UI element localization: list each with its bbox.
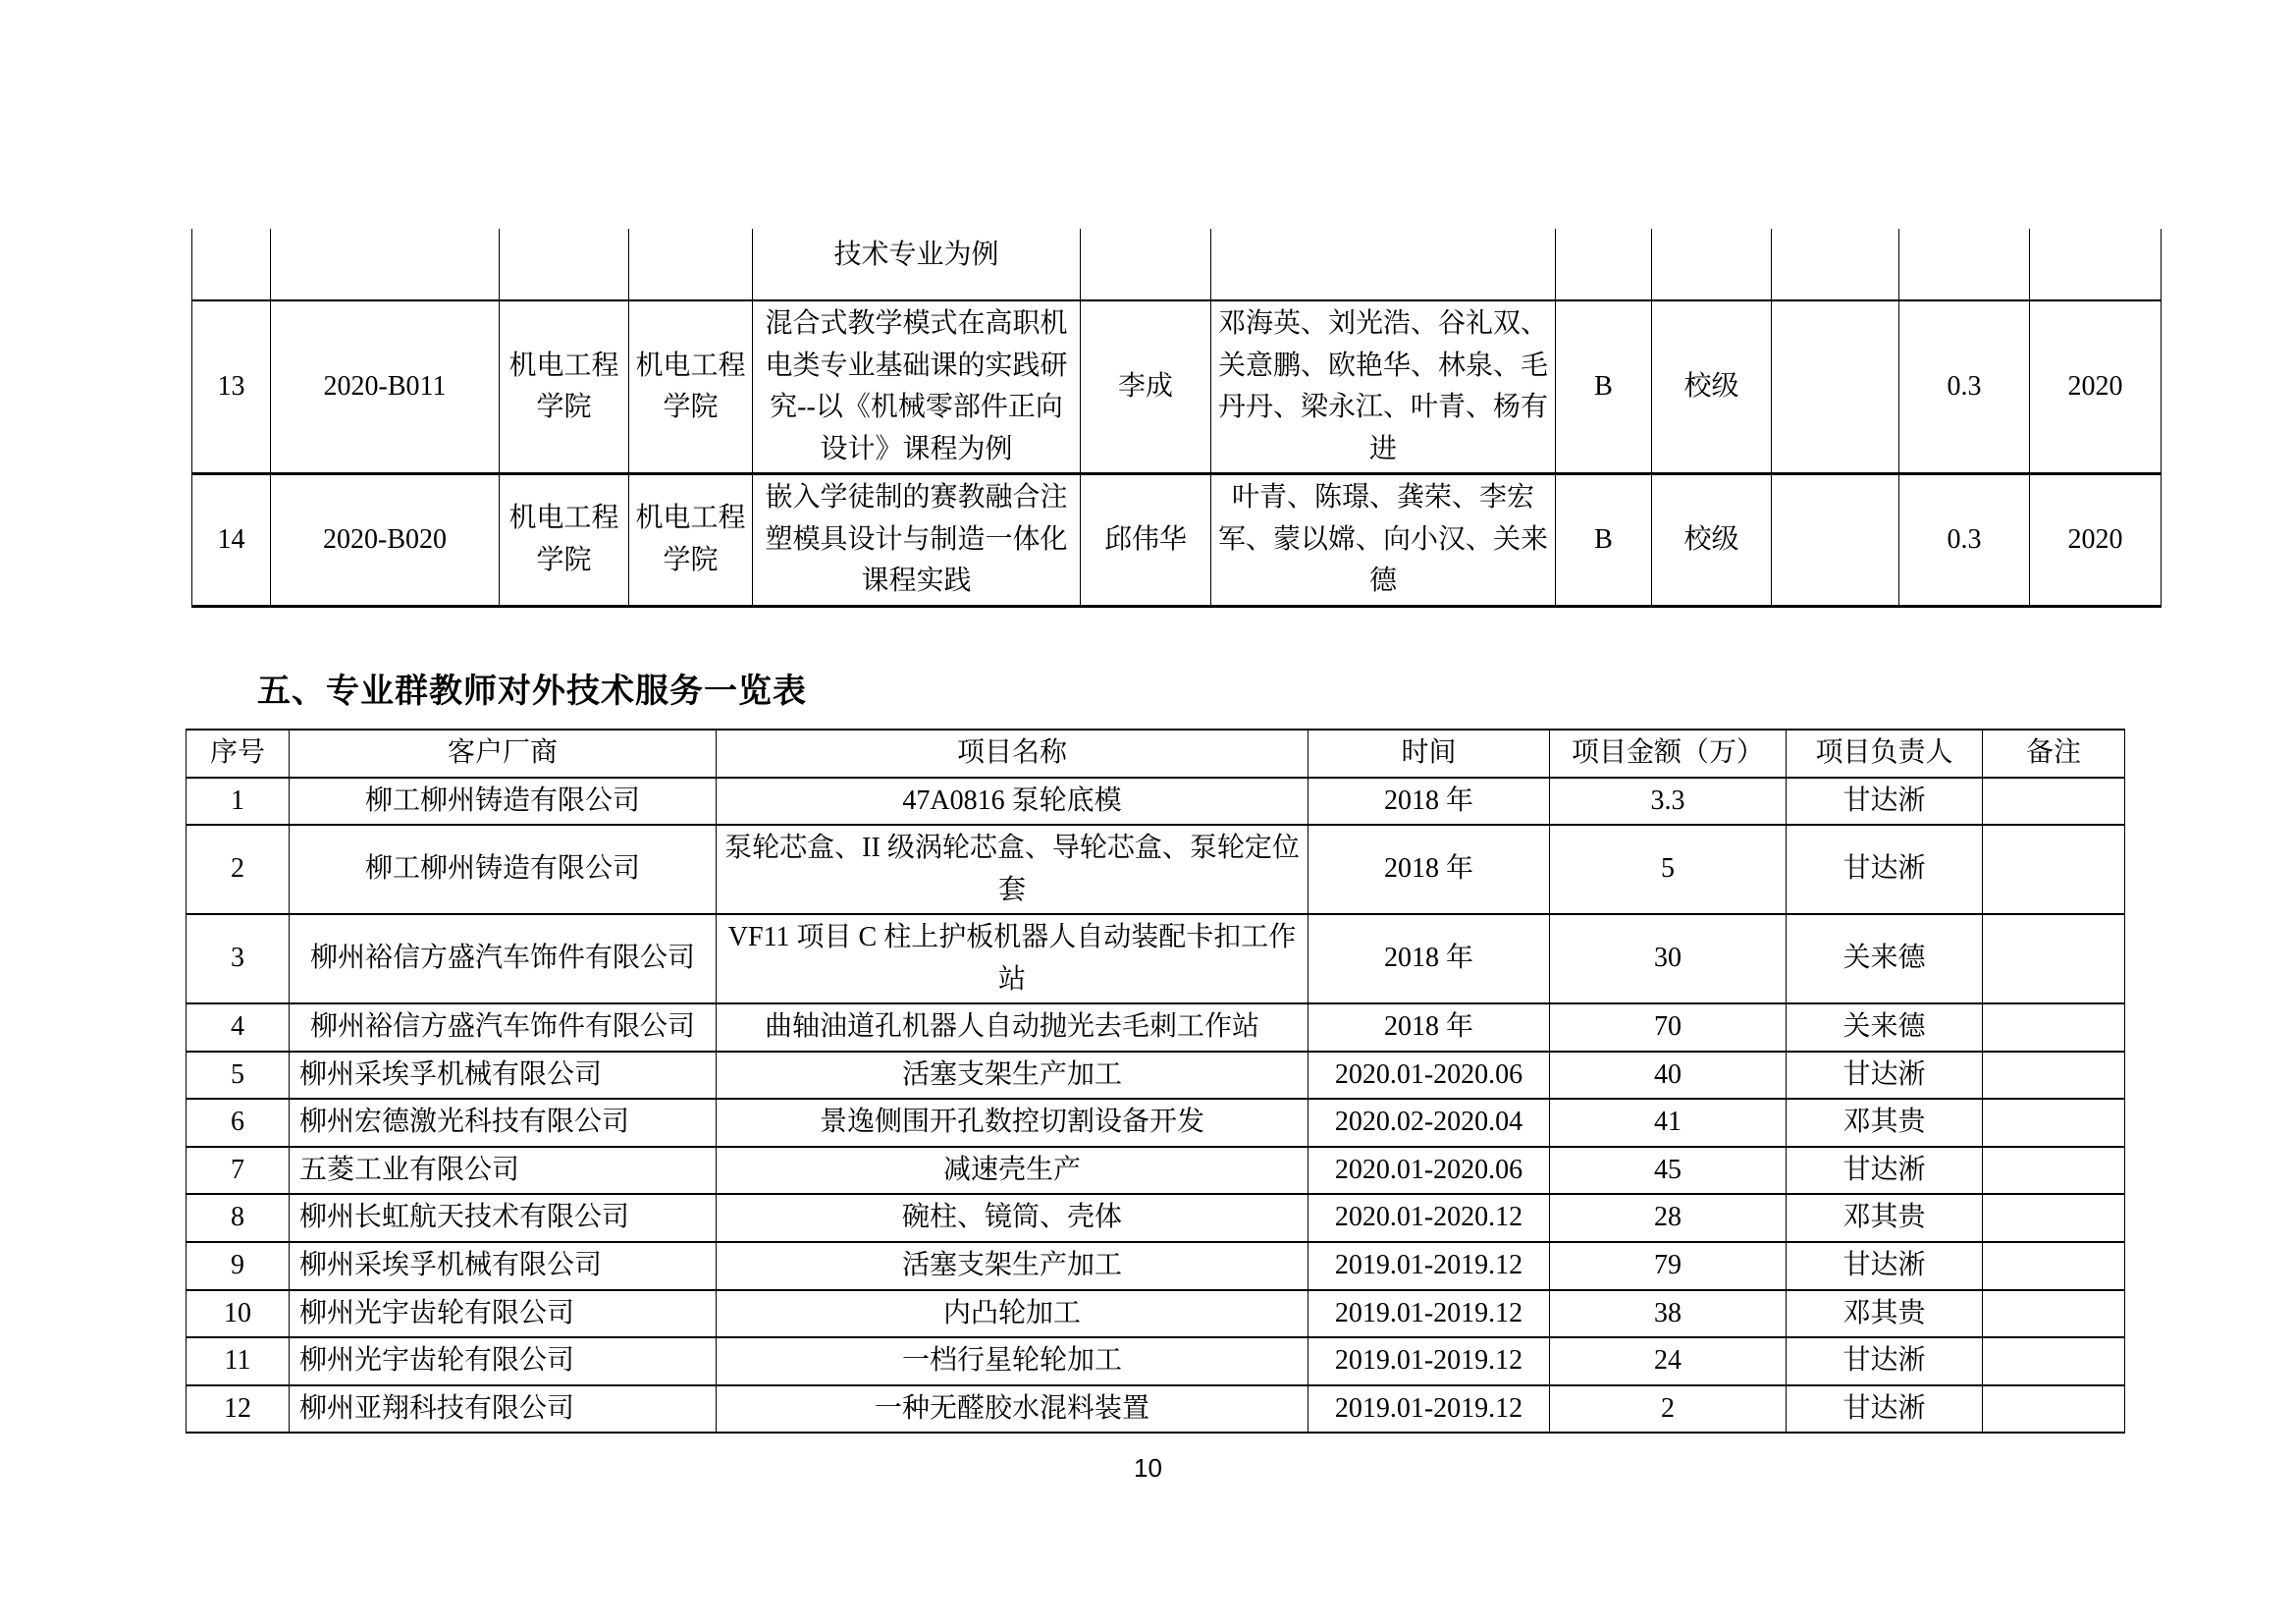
row-index-cell: 11 bbox=[187, 1337, 290, 1385]
college-cell: 机电工程学院 bbox=[629, 300, 753, 474]
client-cell: 柳州裕信方盛汽车饰件有限公司 bbox=[290, 914, 717, 1003]
table-row bbox=[187, 1385, 2125, 1434]
table-cell bbox=[1652, 229, 1772, 300]
level-cell: 校级 bbox=[1652, 300, 1772, 474]
research-projects-table bbox=[191, 229, 2162, 608]
column-header-leader: 项目负责人 bbox=[1787, 730, 1983, 778]
remark-cell bbox=[1983, 1242, 2125, 1290]
amount-cell: 24 bbox=[1550, 1337, 1787, 1385]
time-cell: 2018 年 bbox=[1308, 1003, 1550, 1052]
table-cell bbox=[1556, 229, 1652, 300]
leader-cell: 邱伟华 bbox=[1081, 474, 1211, 607]
row-index-cell: 4 bbox=[187, 1003, 290, 1052]
remark-cell bbox=[1983, 914, 2125, 1003]
column-header-index: 序号 bbox=[187, 730, 290, 778]
column-header-project: 项目名称 bbox=[717, 730, 1308, 778]
time-cell: 2018 年 bbox=[1308, 914, 1550, 1003]
members-cell: 叶青、陈璟、龚荣、李宏军、蒙以嫦、向小汉、关来德 bbox=[1211, 474, 1556, 607]
table-cell bbox=[1772, 229, 1899, 300]
leader-cell: 邓其贵 bbox=[1787, 1194, 1983, 1242]
client-cell: 柳州光宇齿轮有限公司 bbox=[290, 1290, 717, 1338]
table-cell bbox=[2030, 229, 2162, 300]
project-name-cell: 一种无醛胶水混料装置 bbox=[717, 1385, 1308, 1434]
project-name-cell: 一档行星轮轮加工 bbox=[717, 1337, 1308, 1385]
leader-cell: 甘达淅 bbox=[1787, 778, 1983, 826]
time-cell: 2019.01-2019.12 bbox=[1308, 1242, 1550, 1290]
leader-cell: 甘达淅 bbox=[1787, 1242, 1983, 1290]
remark-cell bbox=[1983, 1099, 2125, 1147]
remark-cell bbox=[1983, 778, 2125, 826]
project-code-cell: 2020-B020 bbox=[271, 474, 500, 607]
client-cell: 柳州宏德激光科技有限公司 bbox=[290, 1099, 717, 1147]
grade-cell: B bbox=[1556, 300, 1652, 474]
row-index-cell: 3 bbox=[187, 914, 290, 1003]
table-row bbox=[187, 778, 2125, 826]
funding-cell: 0.3 bbox=[1899, 474, 2030, 607]
time-cell: 2019.01-2019.12 bbox=[1308, 1385, 1550, 1434]
table-cell bbox=[1899, 229, 2030, 300]
project-name-cell: 47A0816 泵轮底模 bbox=[717, 778, 1308, 826]
time-cell: 2019.01-2019.12 bbox=[1308, 1290, 1550, 1338]
amount-cell: 70 bbox=[1550, 1003, 1787, 1052]
table-row bbox=[187, 1242, 2125, 1290]
amount-cell: 2 bbox=[1550, 1385, 1787, 1434]
amount-cell: 38 bbox=[1550, 1290, 1787, 1338]
grade-cell: B bbox=[1556, 474, 1652, 607]
row-index-cell: 14 bbox=[192, 474, 271, 607]
amount-cell: 41 bbox=[1550, 1099, 1787, 1147]
project-title-continuation-cell: 技术专业为例 bbox=[753, 229, 1081, 300]
table-row bbox=[187, 1099, 2125, 1147]
members-cell: 邓海英、刘光浩、谷礼双、关意鹏、欧艳华、林泉、毛丹丹、梁永江、叶青、杨有进 bbox=[1211, 300, 1556, 474]
table-row bbox=[187, 1147, 2125, 1195]
amount-cell: 79 bbox=[1550, 1242, 1787, 1290]
college-cell: 机电工程学院 bbox=[629, 474, 753, 607]
leader-cell: 甘达淅 bbox=[1787, 1147, 1983, 1195]
time-cell: 2020.02-2020.04 bbox=[1308, 1099, 1550, 1147]
client-cell: 柳州光宇齿轮有限公司 bbox=[290, 1337, 717, 1385]
client-cell: 柳州长虹航天技术有限公司 bbox=[290, 1194, 717, 1242]
table-row bbox=[187, 1003, 2125, 1052]
project-name-cell: 内凸轮加工 bbox=[717, 1290, 1308, 1338]
table-row bbox=[187, 914, 2125, 1003]
level-cell: 校级 bbox=[1652, 474, 1772, 607]
table-row bbox=[187, 1290, 2125, 1338]
table-cell bbox=[271, 229, 500, 300]
client-cell: 柳州采埃孚机械有限公司 bbox=[290, 1242, 717, 1290]
column-header-client: 客户厂商 bbox=[290, 730, 717, 778]
leader-cell: 邓其贵 bbox=[1787, 1290, 1983, 1338]
leader-cell: 甘达淅 bbox=[1787, 1052, 1983, 1100]
time-cell: 2020.01-2020.06 bbox=[1308, 1052, 1550, 1100]
row-index-cell: 12 bbox=[187, 1385, 290, 1434]
table-cell bbox=[1211, 229, 1556, 300]
table-header-row bbox=[187, 730, 2125, 778]
leader-cell: 甘达淅 bbox=[1787, 1337, 1983, 1385]
remark-cell bbox=[1983, 1337, 2125, 1385]
amount-cell: 28 bbox=[1550, 1194, 1787, 1242]
table-row bbox=[187, 1194, 2125, 1242]
row-index-cell: 8 bbox=[187, 1194, 290, 1242]
client-cell: 柳州亚翔科技有限公司 bbox=[290, 1385, 717, 1434]
time-cell: 2019.01-2019.12 bbox=[1308, 1337, 1550, 1385]
row-index-cell: 2 bbox=[187, 825, 290, 914]
funding-cell: 0.3 bbox=[1899, 300, 2030, 474]
amount-cell: 30 bbox=[1550, 914, 1787, 1003]
year-cell: 2020 bbox=[2030, 300, 2162, 474]
client-cell: 五菱工业有限公司 bbox=[290, 1147, 717, 1195]
time-cell: 2020.01-2020.12 bbox=[1308, 1194, 1550, 1242]
remark-cell bbox=[1983, 1290, 2125, 1338]
project-name-cell: 景逸侧围开孔数控切割设备开发 bbox=[717, 1099, 1308, 1147]
project-name-cell: 曲轴油道孔机器人自动抛光去毛刺工作站 bbox=[717, 1003, 1308, 1052]
time-cell: 2018 年 bbox=[1308, 778, 1550, 826]
project-name-cell: 碗柱、镜筒、壳体 bbox=[717, 1194, 1308, 1242]
table-cell bbox=[500, 229, 629, 300]
amount-cell: 3.3 bbox=[1550, 778, 1787, 826]
client-cell: 柳州采埃孚机械有限公司 bbox=[290, 1052, 717, 1100]
column-header-remark: 备注 bbox=[1983, 730, 2125, 778]
year-cell: 2020 bbox=[2030, 474, 2162, 607]
project-name-cell: 活塞支架生产加工 bbox=[717, 1052, 1308, 1100]
remark-cell bbox=[1983, 1052, 2125, 1100]
time-cell: 2020.01-2020.06 bbox=[1308, 1147, 1550, 1195]
client-cell: 柳工柳州铸造有限公司 bbox=[290, 825, 717, 914]
table-cell bbox=[629, 229, 753, 300]
table-row bbox=[187, 1337, 2125, 1385]
table-cell bbox=[1772, 300, 1899, 474]
client-cell: 柳州裕信方盛汽车饰件有限公司 bbox=[290, 1003, 717, 1052]
row-index-cell: 13 bbox=[192, 300, 271, 474]
amount-cell: 5 bbox=[1550, 825, 1787, 914]
tech-service-table bbox=[186, 729, 2125, 1434]
row-index-cell: 5 bbox=[187, 1052, 290, 1100]
table-cell bbox=[192, 229, 271, 300]
leader-cell: 甘达淅 bbox=[1787, 825, 1983, 914]
row-index-cell: 10 bbox=[187, 1290, 290, 1338]
remark-cell bbox=[1983, 825, 2125, 914]
project-title-cell: 混合式教学模式在高职机电类专业基础课的实践研究--以《机械零部件正向设计》课程为例 bbox=[753, 300, 1081, 474]
row-index-cell: 7 bbox=[187, 1147, 290, 1195]
table-cell bbox=[1081, 229, 1211, 300]
leader-cell: 李成 bbox=[1081, 300, 1211, 474]
project-title-cell: 嵌入学徒制的赛教融合注塑模具设计与制造一体化课程实践 bbox=[753, 474, 1081, 607]
project-name-cell: VF11 项目 C 柱上护板机器人自动装配卡扣工作站 bbox=[717, 914, 1308, 1003]
project-name-cell: 活塞支架生产加工 bbox=[717, 1242, 1308, 1290]
project-code-cell: 2020-B011 bbox=[271, 300, 500, 474]
row-index-cell: 9 bbox=[187, 1242, 290, 1290]
row-index-cell: 6 bbox=[187, 1099, 290, 1147]
table-row bbox=[187, 1052, 2125, 1100]
table-cell bbox=[1772, 474, 1899, 607]
table-row bbox=[192, 474, 2162, 607]
college-cell: 机电工程学院 bbox=[500, 474, 629, 607]
row-index-cell: 1 bbox=[187, 778, 290, 826]
amount-cell: 45 bbox=[1550, 1147, 1787, 1195]
table-row bbox=[192, 300, 2162, 474]
leader-cell: 邓其贵 bbox=[1787, 1099, 1983, 1147]
remark-cell bbox=[1983, 1194, 2125, 1242]
remark-cell bbox=[1983, 1385, 2125, 1434]
remark-cell bbox=[1983, 1147, 2125, 1195]
college-cell: 机电工程学院 bbox=[500, 300, 629, 474]
table-row bbox=[187, 825, 2125, 914]
column-header-time: 时间 bbox=[1308, 730, 1550, 778]
section-heading: 五、专业群教师对外技术服务一览表 bbox=[257, 674, 807, 710]
leader-cell: 关来德 bbox=[1787, 914, 1983, 1003]
amount-cell: 40 bbox=[1550, 1052, 1787, 1100]
time-cell: 2018 年 bbox=[1308, 825, 1550, 914]
project-name-cell: 减速壳生产 bbox=[717, 1147, 1308, 1195]
project-name-cell: 泵轮芯盒、II 级涡轮芯盒、导轮芯盒、泵轮定位套 bbox=[717, 825, 1308, 914]
table-row bbox=[192, 229, 2162, 300]
page-number: 10 bbox=[1134, 1453, 1162, 1483]
leader-cell: 甘达淅 bbox=[1787, 1385, 1983, 1434]
column-header-amount: 项目金额（万） bbox=[1550, 730, 1787, 778]
client-cell: 柳工柳州铸造有限公司 bbox=[290, 778, 717, 826]
leader-cell: 关来德 bbox=[1787, 1003, 1983, 1052]
remark-cell bbox=[1983, 1003, 2125, 1052]
